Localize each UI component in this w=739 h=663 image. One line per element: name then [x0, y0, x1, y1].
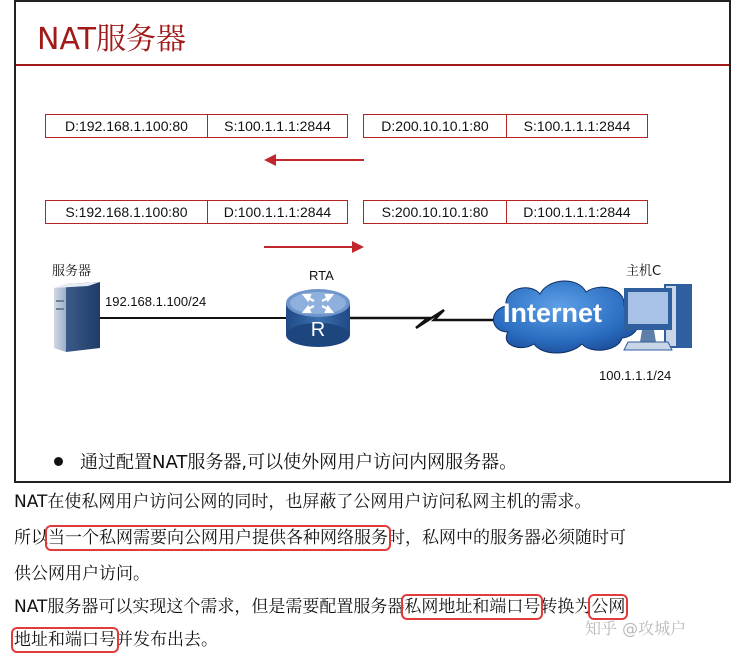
highlight-private-address-port: 私网地址和端口号: [404, 597, 541, 617]
packet-dst-field: D:200.10.10.1:80: [381, 118, 489, 134]
paragraph-text: 时，私网中的服务器必须随时可: [388, 528, 626, 548]
highlight-public-address-port: 地址和端口号: [14, 630, 116, 650]
packet-src-field: S:100.1.1.1:2844: [207, 115, 347, 137]
paragraph-line-3: [14, 562, 150, 586]
packet-src-field: S:192.168.1.100:80: [65, 204, 188, 220]
host-label: 主机C: [626, 264, 662, 279]
paragraph-line-5: [14, 628, 218, 652]
paragraph-line-4: [14, 595, 625, 619]
slide-title: NAT服务器: [37, 22, 186, 57]
server-label: 服务器: [52, 264, 92, 279]
highlight-public-part1: 公网: [591, 597, 626, 617]
paragraph-line-2: [14, 526, 626, 550]
bullet-dot: [54, 457, 63, 466]
packet-dst-field: D:100.1.1.1:2844: [506, 201, 647, 223]
paragraph-line-1: [14, 490, 591, 514]
paragraph-text: NAT服务器可以实现这个需求，但是需要配置服务器: [14, 597, 405, 617]
packet-dst-field: D:100.1.1.1:2844: [207, 201, 347, 223]
router-label: RTA: [309, 268, 334, 283]
router-letter: R: [310, 319, 326, 341]
packet-src-field: S:200.10.10.1:80: [381, 204, 489, 220]
paragraph-text: 并发布出去。: [116, 630, 218, 650]
router-icon: [284, 285, 352, 351]
desktop-computer-icon: [620, 280, 696, 358]
bullet-text: 通过配置NAT服务器,可以使外网用户访问内网服务器。: [80, 452, 518, 473]
packet-dst-field: D:192.168.1.100:80: [64, 118, 188, 134]
slide-frame: [14, 0, 731, 483]
paragraph-text: 所以: [14, 528, 48, 548]
watermark: 知乎 @攻城户: [585, 619, 687, 638]
host-ip-label: 100.1.1.1/24: [599, 368, 672, 383]
paragraph-text: NAT在使私网用户访问公网的同时，也屏蔽了公网用户访问私网主机的需求。: [14, 492, 592, 512]
paragraph-text: 供公网用户访问。: [14, 564, 150, 584]
bullet-point: [54, 448, 517, 474]
packet-src-field: S:100.1.1.1:2844: [506, 115, 647, 137]
internet-label: Internet: [503, 298, 603, 328]
server-ip-label: 192.168.1.100/24: [105, 294, 207, 309]
highlight-network-services: 当一个私网需要向公网用户提供各种网络服务: [48, 528, 388, 548]
paragraph-text: 转换为: [540, 597, 592, 617]
